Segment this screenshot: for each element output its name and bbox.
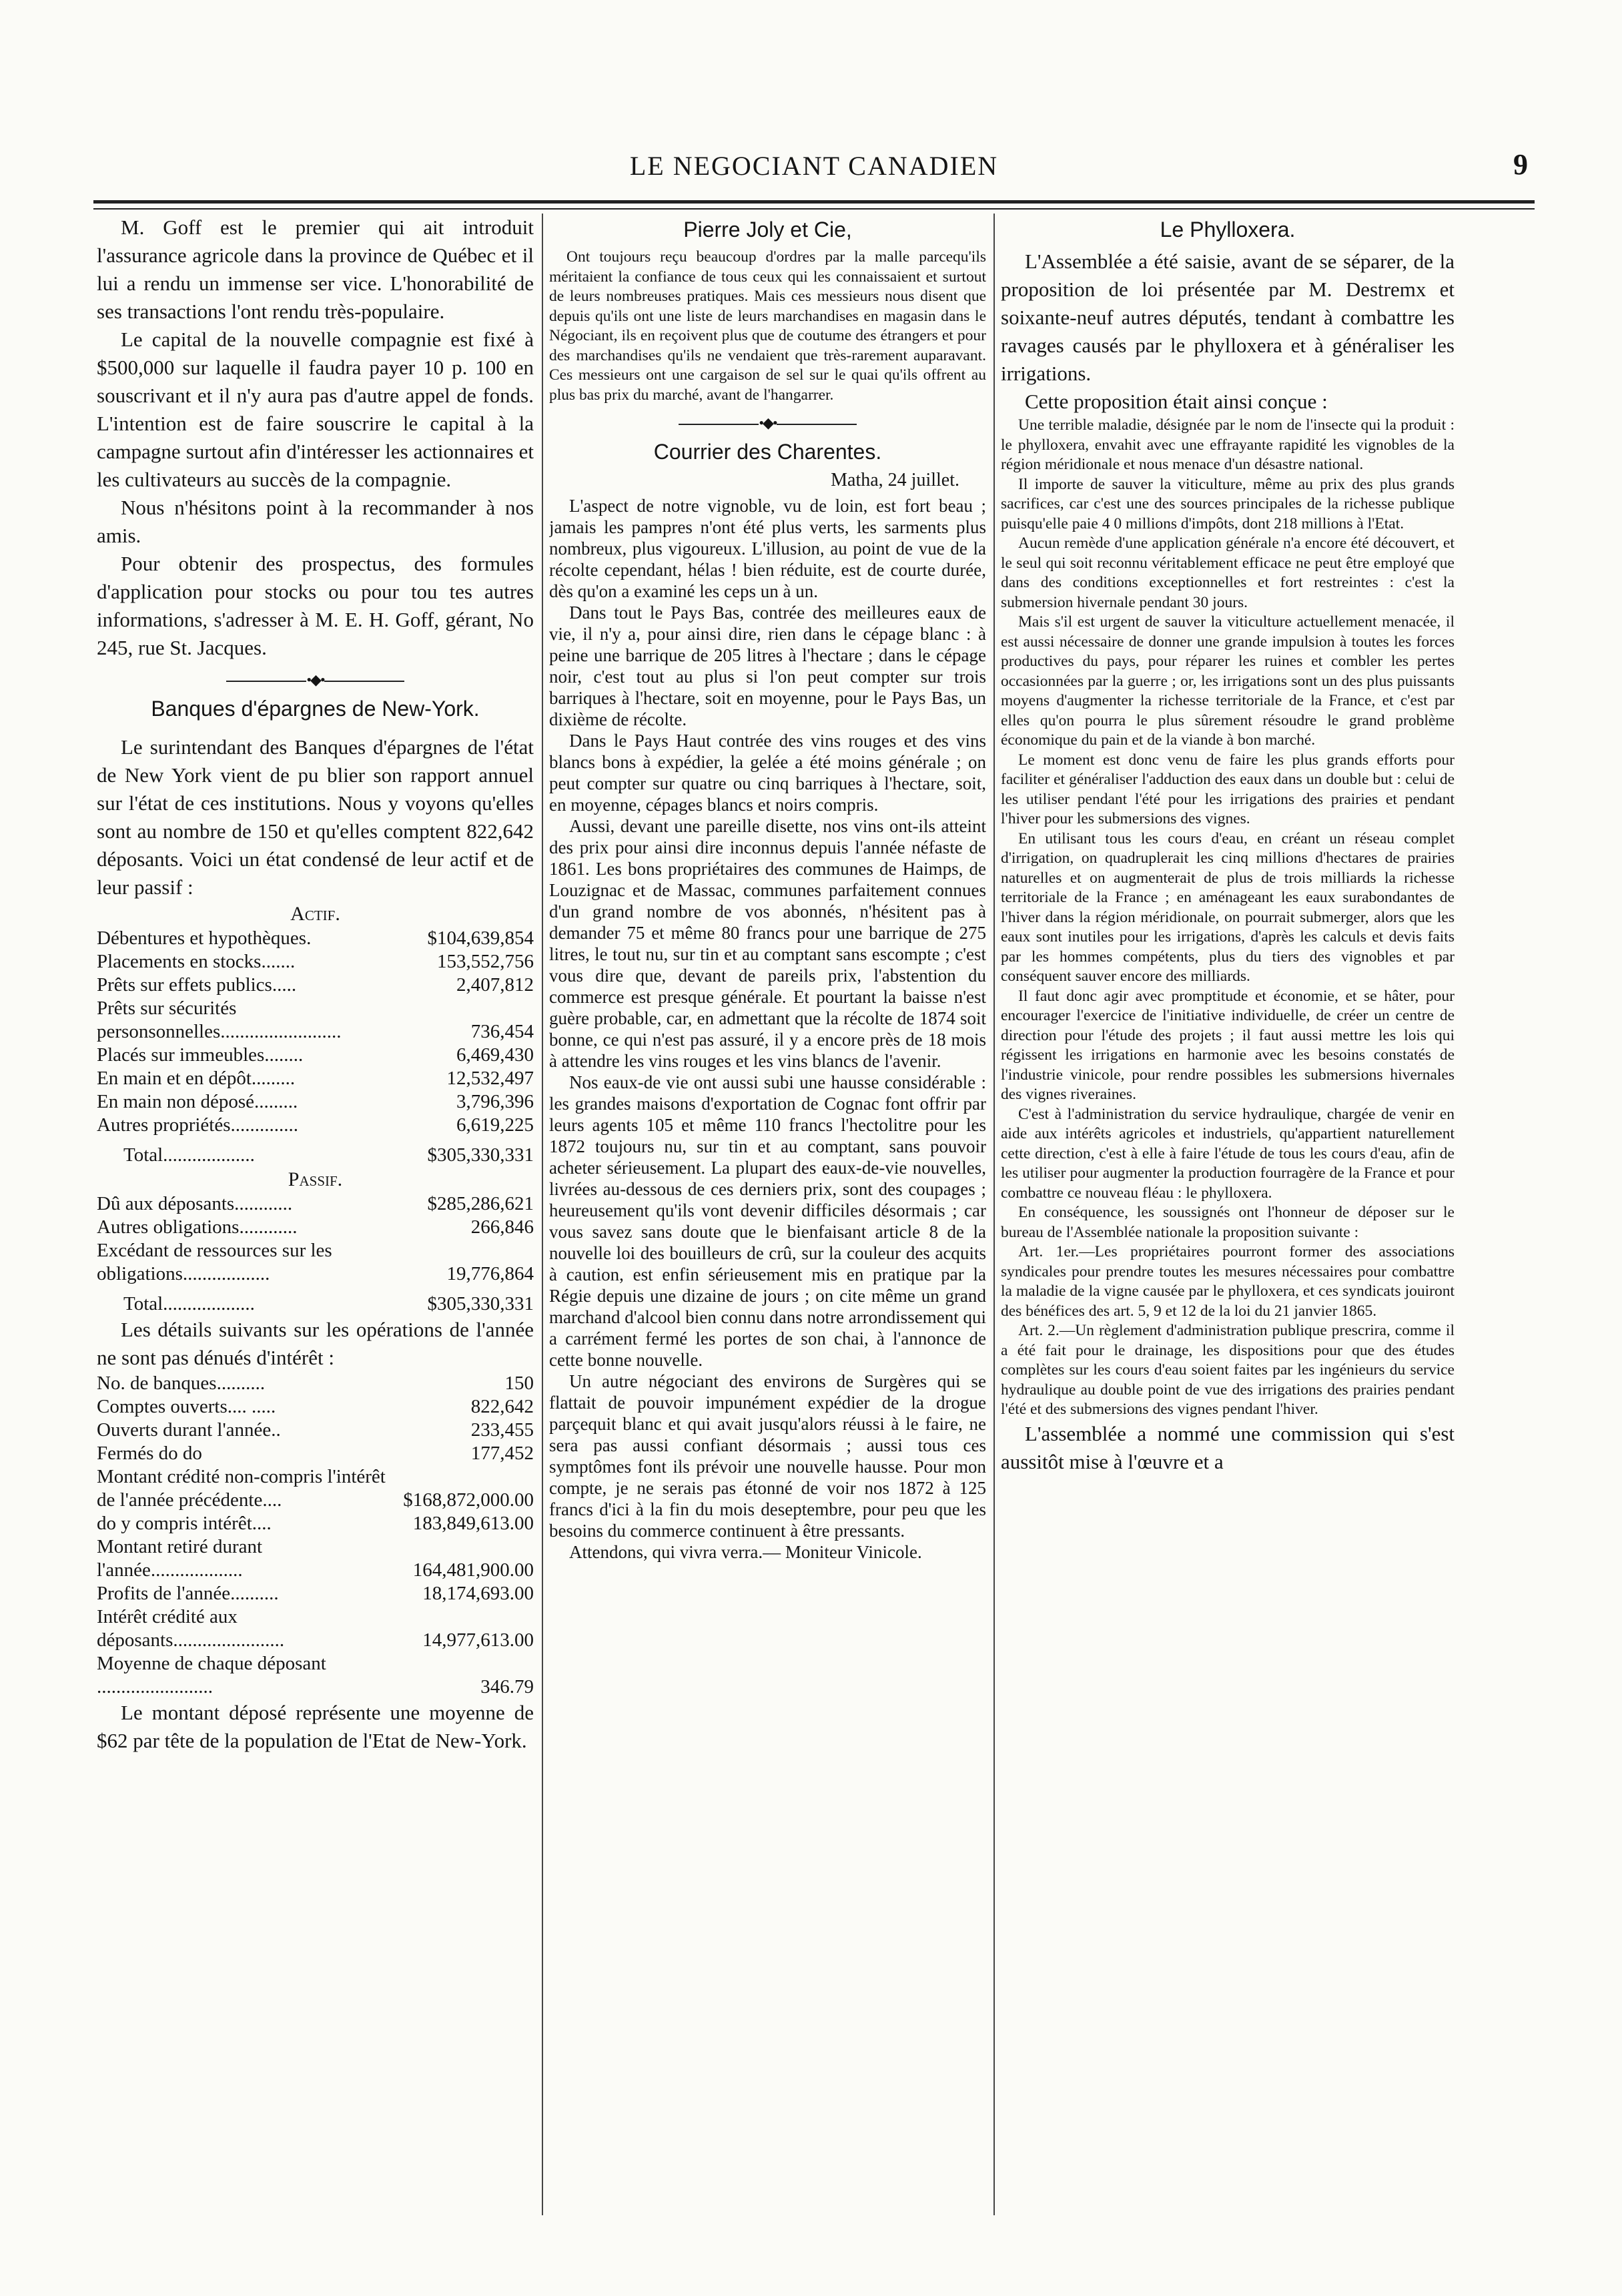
table-row (97, 1465, 534, 1512)
row-label: Total................... (123, 1144, 255, 1166)
row-value: $104,639,854 (427, 927, 534, 949)
table-row (97, 927, 534, 950)
header-rule (93, 200, 1535, 204)
paragraph: Aussi, devant une pareille disette, nos vins ont-ils atteint des prix pour ainsi dire inconnus depuis l'année néfaste de 1861. Les bons propriétaires des communes de Haimps, de Louzignac et de Massac, communes parfaitement connues d'un grand nombre de vos abonnés, n'hésitent pas à demander 75 et même 80 francs pour une barrique de 275 litres, le tout nu, sur tin et au comptant sans escompte ; c'est vous dire que, devant de pareils prix, l'abstention du commerce est presque générale. Et pourtant la baisse n'est guère probable, car, en admettant que la récolte de 1874 soit bonne, ce qui n'est pas assuré, il y a encore près de 18 mois à attendre les vins rouges et les vins blancs de l'avenir. (549, 816, 986, 1071)
column-2 (549, 214, 986, 2216)
row-label: No. de banques.......... (97, 1373, 266, 1394)
table-row (97, 1067, 534, 1090)
table-row (97, 1114, 534, 1137)
table-row (97, 950, 534, 974)
column-1 (97, 214, 534, 2216)
row-value: $285,286,621 (427, 1193, 534, 1214)
article-heading: Pierre Joly et Cie, (683, 218, 852, 242)
table-row (97, 974, 534, 997)
row-value: 736,454 (470, 1021, 534, 1042)
row-label: Total................... (123, 1293, 255, 1314)
row-label: Placés sur immeubles........ (97, 1044, 304, 1066)
table-row (97, 1090, 534, 1114)
paragraph: Dans tout le Pays Bas, contrée des meilleures eaux de vie, il n'y a, pour ainsi dire, rien dans le cépage blanc : à peine une barrique de 205 litres à l'hectare ; dans le cépage noir, c'est tout au plus si l'on peut compter sur trois barriques à l'hectare, soit en moyenne, pour le Pays Bas, un dixième de récolte. (549, 603, 986, 729)
paragraph: En conséquence, les soussignés ont l'honneur de déposer sur le bureau de l'Assemblée nationale la proposition suivante : (1001, 1204, 1455, 1241)
paragraph: En utilisant tous les cours d'eau, en créant un réseau complet d'irrigation, on quadruplerait les cinq millions d'hectares de prairies naturelles et on augmenterait de plus de trois milliards la richesse territoriale de la France ; en aménageant les eaux surabondantes de l'hiver dans la région méridionale, on pourrait submerger, alors que les eaux sont inutiles pour les irrigations, d'après les calculs et devis faits par les hommes compétents, plus du tiers des vignobles et par conséquent sauver encore des milliards. (1001, 829, 1455, 985)
column-divider (542, 214, 543, 2215)
table-row (97, 1652, 534, 1699)
row-label: Ouverts durant l'année.. (97, 1419, 281, 1441)
table-row (97, 1372, 534, 1395)
passif-label: Passif. (288, 1168, 343, 1190)
row-value: 164,481,900.00 (412, 1559, 534, 1581)
row-value: 3,796,396 (456, 1091, 534, 1112)
paragraph: Dans le Pays Haut contrée des vins rouges et des vins blancs bons à expédier, la gelée a été moins générale ; on peut compter sur quatre ou cinq barriques à l'hectare, soit, en moyenne, cépages blancs et noirs compris. (549, 731, 986, 815)
paragraph: Le moment est donc venu de faire les plus grands efforts pour faciliter et généraliser l'adduction des eaux dans un double but : celui de les utiliser pendant l'été pour les irrigations des prairies et pendant l'hiver pour les submersions des vignes. (1001, 751, 1455, 827)
paragraph: M. Goff est le premier qui ait introduit l'assurance agricole dans la province de Québec et il lui a rendu un immense ser vice. L'honorabilité de ses transactions l'ont rendu très-populaire. (97, 216, 534, 323)
paragraph: Art. 2.—Un règlement d'administration publique prescrira, comme il a été fait pour le drainage, les dispositions pour que des études complètes sur les cours d'eau soient faites par les ingénieurs du service hydraulique au double point de vue des irrigations des prairies pendant l'été et des submersions des vignes pendant l'hiver. (1001, 1322, 1455, 1418)
row-value: 822,642 (470, 1396, 534, 1417)
table-row (97, 1395, 534, 1419)
table-row (97, 1239, 534, 1286)
details-table (97, 1372, 534, 1699)
row-value: 18,174,693.00 (422, 1583, 534, 1604)
row-value: 12,532,497 (446, 1068, 534, 1089)
row-value: 6,619,225 (456, 1114, 534, 1136)
row-label: En main et en dépôt......... (97, 1068, 296, 1089)
paragraph: C'est à l'administration du service hydraulique, chargée de venir en aide aux intérêts agricoles et industriels, qu'appartient naturellement cette direction, c'est à elle à faire l'étude de tous les cours d'eau, afin de les utiliser pour augmenter la production fourragère de la France et pour combattre ce nouveau fléau : le phylloxera. (1001, 1105, 1455, 1202)
row-value: 2,407,812 (456, 974, 534, 996)
total-row (97, 1137, 534, 1167)
row-label: Autres obligations............ (97, 1216, 298, 1238)
row-value: 14,977,613.00 (422, 1629, 534, 1651)
paragraph: Le montant déposé représente une moyenne de $62 par tête de la population de l'Etat de New-York. (97, 1701, 534, 1752)
masthead-title: LE NEGOCIANT CANADIEN (629, 151, 999, 181)
row-label: Prêts sur effets publics..... (97, 974, 297, 996)
article-heading: Banques d'épargnes de New-York. (151, 697, 480, 721)
article-heading: Le Phylloxera. (1160, 218, 1296, 242)
row-label: En main non déposé......... (97, 1091, 298, 1112)
table-row (97, 1192, 534, 1216)
paragraph: Ont toujours reçu beaucoup d'ordres par la malle parcequ'ils méritaient la confiance de tous ceux qui les connaissaient et surtout de leurs nombreuses pratiques. Mais ces messieurs nous disent que depuis qu'ils ont une liste de leurs marchandises en magasin dans le Négociant, ils en reçoivent plus que de coutume des étrangers et pour des marchandises qu'ils ne vendaient que très-rarement auparavant. Ces messieurs ont une cargaison de sel sur le quai qu'ils offrent au plus bas prix du marché, avant de l'hangarrer. (549, 248, 986, 404)
column-3 (1001, 214, 1455, 2216)
row-label: Intérêt crédité aux déposants....................... (97, 1606, 285, 1651)
paragraph: Mais s'il est urgent de sauver la viticulture actuellement menacée, il est aussi nécessaire de donner une grande impulsion à toutes les forces productives du pays, pour réparer les ruines et combler les pertes occasionnées par la guerre ; or, les irrigations sont un des plus puissants moyens d'augmenter la richesse territoriale de la France, et c'est par elles qu'on pourra le plus sûrement résoudre le grand problème économique du pain et de la viande à bon marché. (1001, 613, 1455, 749)
dateline: Matha, 24 juillet. (831, 470, 959, 490)
row-label: Prêts sur sécurités personsonnelles......................... (97, 998, 342, 1042)
row-value: 177,452 (470, 1443, 534, 1464)
row-label: Excédant de ressources sur les obligations.................. (97, 1240, 332, 1284)
row-label: Profits de l'année.......... (97, 1583, 279, 1604)
row-value: $168,872,000.00 (403, 1489, 534, 1511)
paragraph: Il importe de sauver la viticulture, même au prix des plus grands sacrifices, car c'est une des sources principales de la richesse publique puisqu'elle paie 4 0 millions d'impôts, dont 218 millions à l'Etat. (1001, 475, 1455, 532)
row-value: 153,552,756 (437, 951, 534, 972)
row-label: Fermés do do (97, 1443, 202, 1464)
paragraph: L'Assemblée a été saisie, avant de se séparer, de la proposition de loi présentée par M. Destremx et soixante-neuf autres députés, tendant à combattre les ravages causés par le phylloxera et à généraliser les irrigations. (1001, 250, 1455, 385)
paragraph: Aucun remède d'une application générale n'a encore été découvert, et le seul qui soit reconnu véritablement efficace ne peut être employé que dans des conditions exceptionnelles et fort restreintes : c'est la submersion hivernale pendant 30 jours. (1001, 534, 1455, 611)
paragraph: Il faut donc agir avec promptitude et économie, et se hâter, pour encourager l'exercice de l'initiative individuelle, de créer un centre de direction pour l'étude des projets ; il faut aussi mettre les lois qui régissent les irrigations en harmonie avec les besoins constatés de l'industrie vinicole, pour rendre possibles les submersions hivernales des vignes riveraines. (1001, 987, 1455, 1103)
page-header (93, 143, 1535, 190)
row-value: $305,330,331 (427, 1144, 534, 1166)
row-label: Montant crédité non-compris l'intérêt de l'année précédente.... (97, 1466, 386, 1511)
actif-label: Actif. (290, 903, 340, 925)
row-label: Placements en stocks....... (97, 951, 296, 972)
paragraph: Les détails suivants sur les opérations de l'année ne sont pas dénués d'intérêt : (97, 1318, 534, 1369)
row-value: 19,776,864 (446, 1263, 534, 1284)
paragraph: Le surintendant des Banques d'épargnes de l'état de New York vient de pu blier son rapport annuel sur l'état de ces institutions. Nous y voyons qu'elles sont au nombre de 150 et qu'elles comptent 822,642 déposants. Voici un état condensé de leur actif et de leur passif : (97, 735, 534, 899)
table-row (97, 1419, 534, 1442)
row-value: 150 (504, 1373, 534, 1394)
table-row (97, 1535, 534, 1582)
table-row (97, 1044, 534, 1067)
table-row (97, 1442, 534, 1465)
paragraph: L'aspect de notre vignoble, vu de loin, est fort beau ; jamais les pampres n'ont été plus verts, les sarments plus nombreux, plus vigoureux. L'illusion, au point de vue de la récolte cependant, hélas ! bien réduite, est de courte durée, dès qu'on a examiné les ceps un à un. (549, 496, 986, 601)
row-label: Autres propriétés.............. (97, 1114, 299, 1136)
passif-table (97, 1192, 534, 1316)
paragraph: Le capital de la nouvelle compagnie est fixé à $500,000 sur laquelle il faudra payer 10 p. 100 en souscrivant et il n'y aura pas d'autre appel de fonds. L'intention est de faire souscrire le capital à la campagne surtout afin d'intéresser les actionnaires et les cultivateurs au succès de la compagnie. (97, 328, 534, 491)
row-label: do y compris intérêt.... (97, 1513, 272, 1534)
paragraph: Cette proposition était ainsi conçue : (1025, 390, 1328, 413)
total-row (97, 1286, 534, 1316)
paragraph: Art. 1er.—Les propriétaires pourront former des associations syndicales pour prendre toutes les mesures nécessaires pour combattre la maladie de la vigne causée par le phylloxera, et ces syndicats jouiront des bénéfices des art. 5, 9 et 12 de la loi du 21 janvier 1865. (1001, 1243, 1455, 1320)
row-value: $305,330,331 (427, 1293, 534, 1314)
table-row (97, 1512, 534, 1535)
paragraph: Pour obtenir des prospectus, des formules d'application pour stocks ou pour tou tes autres informations, s'adresser à M. E. H. Goff, gérant, No 245, rue St. Jacques. (97, 552, 534, 659)
paragraph: Nos eaux-de vie ont aussi subi une hausse considérable : les grandes maisons d'exportation de Cognac font offrir par leurs agents 105 et même 110 francs l'hectolitre pour les 1872 toujours nu, sur tin et au comptant, sans pouvoir acheter sérieusement. La plupart des eaux-de-vie nouvelles, livrées au-dessous de ces derniers prix, sont des coupages ; heureusement qu'ils vont devenir difficiles désormais ; car vous savez sans doute que le bienfaisant article 8 de la nouvelle loi des bouilleurs de crû, sur la couleur des acquits à caution, est enfin sérieusement mis en pratique par la Régie depuis une dizaine de jours ; on cite même un grand marchand d'alcool bien connu dans notre arrondissement qui a carrément fermé les portes de son chai, à l'annonce de cette bonne nouvelle. (549, 1072, 986, 1370)
row-label: Comptes ouverts.... ..... (97, 1396, 276, 1417)
row-label: Moyenne de chaque déposant ........................ (97, 1653, 326, 1697)
row-value: 346.79 (480, 1676, 534, 1697)
row-value: 183,849,613.00 (412, 1513, 534, 1534)
paragraph: Une terrible maladie, désignée par le nom de l'insecte qui la produit : le phylloxera, envahit avec une effrayante rapidité les vignobles de la région méridionale et nous menace d'un désastre national. (1001, 416, 1455, 473)
table-row (97, 1605, 534, 1652)
paragraph: Un autre négociant des environs de Surgères qui se flattait de pouvoir impunément expédier de la drogue parçequit blanc et qui avait jusqu'alors réussi à le faire, ne sera pas aussi confiant désormais ; aussi tous ces symptômes font ils prévoir une nouvelle hausse. Pour mon compte, je ne serais pas étonné de voir nos 1872 à 125 francs d'ici à la fin du mois deseptembre, pour peu que les besoins du commerce continuent à être pressants. (549, 1371, 986, 1541)
table-row (97, 1582, 534, 1605)
header-rule-thin (93, 208, 1535, 210)
paragraph: Attendons, qui vivra verra.— Moniteur Vinicole. (569, 1542, 922, 1562)
column-divider (993, 214, 995, 2215)
paragraph: Nous n'hésitons point à la recommander à nos amis. (97, 496, 534, 547)
row-label: Débentures et hypothèques. (97, 927, 312, 949)
section-ornament: •◆• (549, 414, 986, 432)
actif-table (97, 927, 534, 1167)
row-value: 266,846 (470, 1216, 534, 1238)
row-value: 6,469,430 (456, 1044, 534, 1066)
article-heading: Courrier des Charentes. (653, 440, 882, 464)
page-number: 9 (1513, 148, 1528, 181)
row-value: 233,455 (470, 1419, 534, 1441)
table-row (97, 1216, 534, 1239)
section-ornament: •◆• (97, 671, 534, 689)
paragraph: L'assemblée a nommé une commission qui s'est aussitôt mise à l'œuvre et a (1001, 1421, 1455, 1473)
row-label: Montant retiré durant l'année................... (97, 1536, 263, 1581)
table-row (97, 997, 534, 1044)
row-label: Dû aux déposants............ (97, 1193, 293, 1214)
